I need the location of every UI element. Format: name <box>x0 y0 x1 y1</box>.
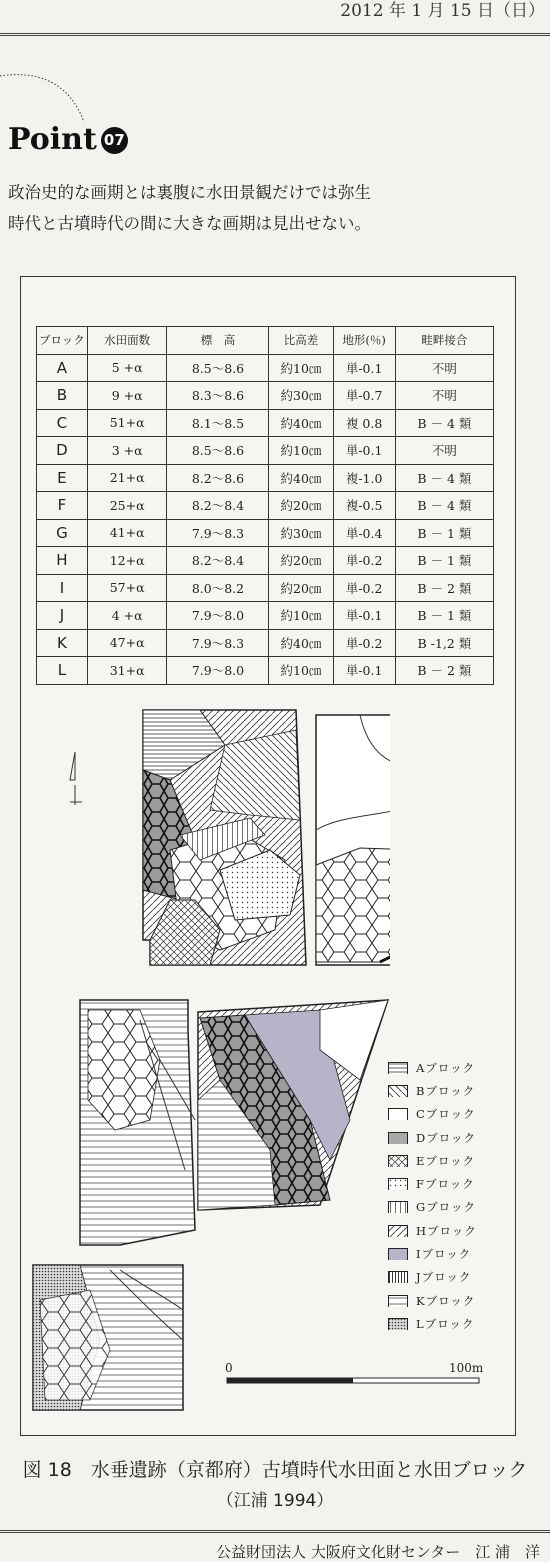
table-cell: 8.5～8.6 <box>167 437 269 465</box>
table-cell: B － 1 類 <box>395 519 493 547</box>
top-rule <box>0 33 550 36</box>
legend-item <box>388 1079 512 1102</box>
table-cell: J <box>37 602 88 630</box>
legend-item <box>388 1149 512 1172</box>
table-cell: 単-0.1 <box>333 437 395 465</box>
table-cell: 単-0.1 <box>333 354 395 382</box>
table-cell: 単-0.2 <box>333 629 395 657</box>
table-cell: 約10㎝ <box>269 354 333 382</box>
table-cell: C <box>37 409 88 437</box>
table-cell: 不明 <box>395 437 493 465</box>
table-cell: B － 2 類 <box>395 574 493 602</box>
table-cell: B － 2 類 <box>395 657 493 685</box>
point-text-line-1: 政治史的な画期とは裏腹に水田景観だけでは弥生 <box>8 183 371 202</box>
table-cell: 約10㎝ <box>269 437 333 465</box>
table-cell: 単-0.2 <box>333 547 395 575</box>
table-cell: E <box>37 464 88 492</box>
table-cell: 約30㎝ <box>269 382 333 410</box>
legend-label: Lブロック <box>416 1316 475 1331</box>
legend-swatch <box>388 1318 408 1330</box>
table-cell: B － 4 類 <box>395 492 493 520</box>
table-cell: 5 +α <box>87 354 167 382</box>
table-cell: B － 1 類 <box>395 547 493 575</box>
legend-label: Gブロック <box>416 1200 476 1215</box>
table-body <box>37 354 494 684</box>
table-row <box>37 629 494 657</box>
table-header-cell: 地形(％) <box>333 327 395 355</box>
table-cell: 約40㎝ <box>269 629 333 657</box>
legend-swatch <box>388 1225 408 1237</box>
legend-label: Kブロック <box>416 1293 476 1308</box>
map-section-upper-left <box>143 710 306 965</box>
table-cell: 8.3～8.6 <box>167 382 269 410</box>
legend-label: Fブロック <box>416 1177 475 1192</box>
legend-label: Bブロック <box>416 1083 476 1098</box>
table-row <box>37 574 494 602</box>
map-section-lower-left <box>80 1000 195 1245</box>
table-cell: B <box>37 382 88 410</box>
scale-end-label: 100m <box>449 1361 484 1375</box>
point-heading <box>8 122 128 158</box>
bottom-rule <box>0 1530 550 1533</box>
table-cell: G <box>37 519 88 547</box>
table-cell: 8.2～8.4 <box>167 492 269 520</box>
map-section-lower-center <box>198 1000 388 1210</box>
table-cell: 複 0.8 <box>333 409 395 437</box>
decorative-arc <box>0 70 120 130</box>
legend-label: Eブロック <box>416 1153 476 1168</box>
table-cell: B -1,2 類 <box>395 629 493 657</box>
table-cell: 31+α <box>87 657 167 685</box>
table-cell: 8.5～8.6 <box>167 354 269 382</box>
table-cell: 不明 <box>395 354 493 382</box>
table-cell: 約20㎝ <box>269 547 333 575</box>
legend-swatch <box>388 1108 408 1120</box>
legend-swatch <box>388 1201 408 1213</box>
table-cell: D <box>37 437 88 465</box>
author-footer: 公益財団法人 大阪府文化財センター 江 浦 洋 <box>216 1543 540 1561</box>
table-cell: 単-0.1 <box>333 657 395 685</box>
table-cell: 不明 <box>395 382 493 410</box>
table-cell: 単-0.7 <box>333 382 395 410</box>
table-row <box>37 657 494 685</box>
table-cell: 41+α <box>87 519 167 547</box>
table-header-cell: 畦畔接合 <box>395 327 493 355</box>
table-cell: 8.2～8.6 <box>167 464 269 492</box>
legend-swatch <box>388 1295 408 1307</box>
table-cell: 約10㎝ <box>269 657 333 685</box>
legend-item <box>388 1242 512 1265</box>
table-cell: 7.9～8.3 <box>167 519 269 547</box>
legend-item <box>388 1103 512 1126</box>
table-cell: 7.9～8.0 <box>167 657 269 685</box>
table-cell: F <box>37 492 88 520</box>
table-cell: 12+α <box>87 547 167 575</box>
figure-caption: 図 18 水垂遺跡（京都府）古墳時代水田面と水田ブロック <box>22 1459 528 1481</box>
scale-start-label: 0 <box>225 1361 233 1375</box>
table-cell: K <box>37 629 88 657</box>
legend-label: Aブロック <box>416 1060 476 1075</box>
table-cell: A <box>37 354 88 382</box>
legend-swatch <box>388 1062 408 1074</box>
table-cell: 25+α <box>87 492 167 520</box>
map-section-bottom-left <box>33 1265 183 1410</box>
table-cell: 約10㎝ <box>269 602 333 630</box>
legend-item <box>388 1126 512 1149</box>
legend-item <box>388 1056 512 1079</box>
table-cell: 7.9～8.0 <box>167 602 269 630</box>
table-header-cell: 標 高 <box>167 327 269 355</box>
legend-swatch <box>388 1085 408 1097</box>
table-row <box>37 519 494 547</box>
legend-item <box>388 1172 512 1195</box>
map-section-upper-right <box>316 715 390 965</box>
table-cell: 単-0.2 <box>333 574 395 602</box>
legend-item <box>388 1219 512 1242</box>
table-cell: 約40㎝ <box>269 409 333 437</box>
legend-swatch <box>388 1271 408 1283</box>
legend-item <box>388 1289 512 1312</box>
legend-swatch <box>388 1178 408 1190</box>
table-cell: 3 +α <box>87 437 167 465</box>
table-cell: L <box>37 657 88 685</box>
legend-item <box>388 1196 512 1219</box>
table-cell: I <box>37 574 88 602</box>
table-header-cell: 水田面数 <box>87 327 167 355</box>
legend-item <box>388 1312 512 1335</box>
table-row <box>37 382 494 410</box>
table-cell: B － 1 類 <box>395 602 493 630</box>
point-text-line-2: 時代と古墳時代の間に大きな画期は見出せない。 <box>8 214 371 233</box>
legend-item <box>388 1266 512 1289</box>
legend-label: Dブロック <box>416 1130 476 1145</box>
point-number-badge: 07 <box>101 127 128 154</box>
table-row <box>37 602 494 630</box>
north-arrow-icon <box>70 752 82 805</box>
date-header: 2012 年 1 月 15 日（日） <box>340 1 545 21</box>
table-row <box>37 492 494 520</box>
table-cell: B － 4 類 <box>395 409 493 437</box>
table-cell: 単-0.1 <box>333 602 395 630</box>
table-cell: 約40㎝ <box>269 464 333 492</box>
legend-swatch <box>388 1248 408 1260</box>
table-cell: 単-0.4 <box>333 519 395 547</box>
table-row <box>37 354 494 382</box>
legend-swatch <box>388 1132 408 1144</box>
table-row <box>37 409 494 437</box>
table-cell: 21+α <box>87 464 167 492</box>
table-cell: 51+α <box>87 409 167 437</box>
table-row <box>37 464 494 492</box>
table-cell: 8.1～8.5 <box>167 409 269 437</box>
table-cell: 4 +α <box>87 602 167 630</box>
legend-label: Jブロック <box>416 1270 472 1285</box>
scale-bar <box>225 1360 485 1390</box>
legend-swatch <box>388 1155 408 1167</box>
table-cell: 約20㎝ <box>269 492 333 520</box>
table-header-cell: ブロック <box>37 327 88 355</box>
table-cell: 約30㎝ <box>269 519 333 547</box>
table-cell: 47+α <box>87 629 167 657</box>
legend-label: Iブロック <box>416 1247 472 1262</box>
table-cell: 複-1.0 <box>333 464 395 492</box>
table-header-cell: 比高差 <box>269 327 333 355</box>
table-cell: 8.0～8.2 <box>167 574 269 602</box>
paddy-block-table <box>36 326 494 685</box>
table-cell: B － 4 類 <box>395 464 493 492</box>
point-text <box>8 177 543 239</box>
table-cell: 7.9～8.3 <box>167 629 269 657</box>
figure-citation: （江浦 1994） <box>216 1491 334 1511</box>
table-cell: 9 +α <box>87 382 167 410</box>
point-label: Point <box>8 122 97 157</box>
table-cell: 57+α <box>87 574 167 602</box>
table-cell: 約20㎝ <box>269 574 333 602</box>
table-cell: 8.2～8.4 <box>167 547 269 575</box>
table-row <box>37 547 494 575</box>
legend-label: Cブロック <box>416 1107 476 1122</box>
table-header-row <box>37 327 494 355</box>
table-cell: 複-0.5 <box>333 492 395 520</box>
map-legend <box>388 1056 512 1336</box>
table-cell: H <box>37 547 88 575</box>
table-row <box>37 437 494 465</box>
paddy-field-map <box>20 700 390 1430</box>
legend-label: Hブロック <box>416 1223 477 1238</box>
